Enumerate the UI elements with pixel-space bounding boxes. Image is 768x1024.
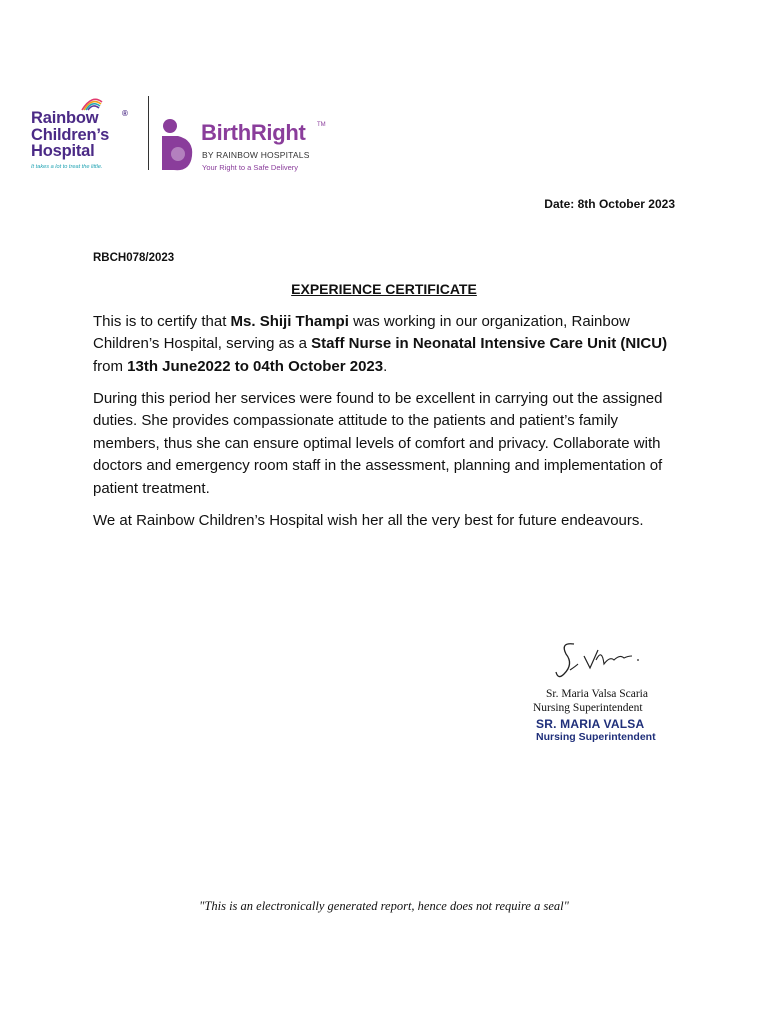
- birthright-subtitle: BY RAINBOW HOSPITALS: [202, 150, 310, 160]
- stamp-designation: Nursing Superintendent: [536, 731, 656, 743]
- birthright-title: BirthRight: [201, 120, 306, 145]
- p1-text-4: .: [383, 357, 388, 375]
- letter-date: Date: 8th October 2023: [544, 197, 675, 211]
- birthright-mother-icon: [158, 118, 196, 172]
- trademark-mark: TM: [317, 122, 326, 128]
- birthright-tagline: Your Right to a Safe Delivery: [202, 163, 299, 172]
- registered-mark: ®: [122, 109, 128, 118]
- electronic-report-note: "This is an electronically generated report, hence does not require a seal": [199, 899, 569, 913]
- employment-period: 13th June2022 to 04th October 2023: [127, 357, 384, 375]
- stamp-name: SR. MARIA VALSA: [536, 717, 645, 731]
- p1-text-3: from: [93, 357, 128, 375]
- signatory-designation: Nursing Superintendent: [533, 702, 643, 714]
- paragraph-wishes: We at Rainbow Children’s Hospital wish her all the very best for future endeavours.: [93, 512, 644, 529]
- logo-divider: [148, 96, 149, 170]
- handwritten-signature: [530, 634, 645, 684]
- reference-number: RBCH078/2023: [93, 252, 175, 264]
- rainbow-tagline: It takes a lot to treat the little.: [31, 164, 103, 170]
- logo-line-3: Hospital: [31, 142, 95, 160]
- rainbow-hospital-logo: [31, 110, 109, 160]
- signature-block: [530, 634, 680, 746]
- employee-name: Ms. Shiji Thampi: [230, 313, 349, 330]
- logo-line-2: Children’s: [31, 125, 110, 144]
- certificate-title: EXPERIENCE CERTIFICATE: [291, 281, 477, 297]
- p1-text-2: was working in our organization, Rainbow Children’s Hospital, serving as a: [93, 313, 630, 353]
- paragraph-certification: [93, 311, 683, 378]
- employee-position: Staff Nurse in Neonatal Intensive Care Unit (NICU): [311, 335, 668, 353]
- logo-line-1: Rainbow: [31, 109, 99, 127]
- header-logos: [28, 90, 328, 176]
- signatory-name: Sr. Maria Valsa Scaria: [546, 688, 648, 700]
- p1-text-1: This is to certify that: [93, 313, 231, 330]
- paragraph-performance: During this period her services were found to be excellent in carrying out the assigned duties. She provides compassionate attitude to the patients and patient’s family members, thus she can ensure optimal levels of comfort and privacy. Collaborate with doctors and emergency room staff in the assessment, planning and implementation of patient treatment.: [93, 390, 663, 497]
